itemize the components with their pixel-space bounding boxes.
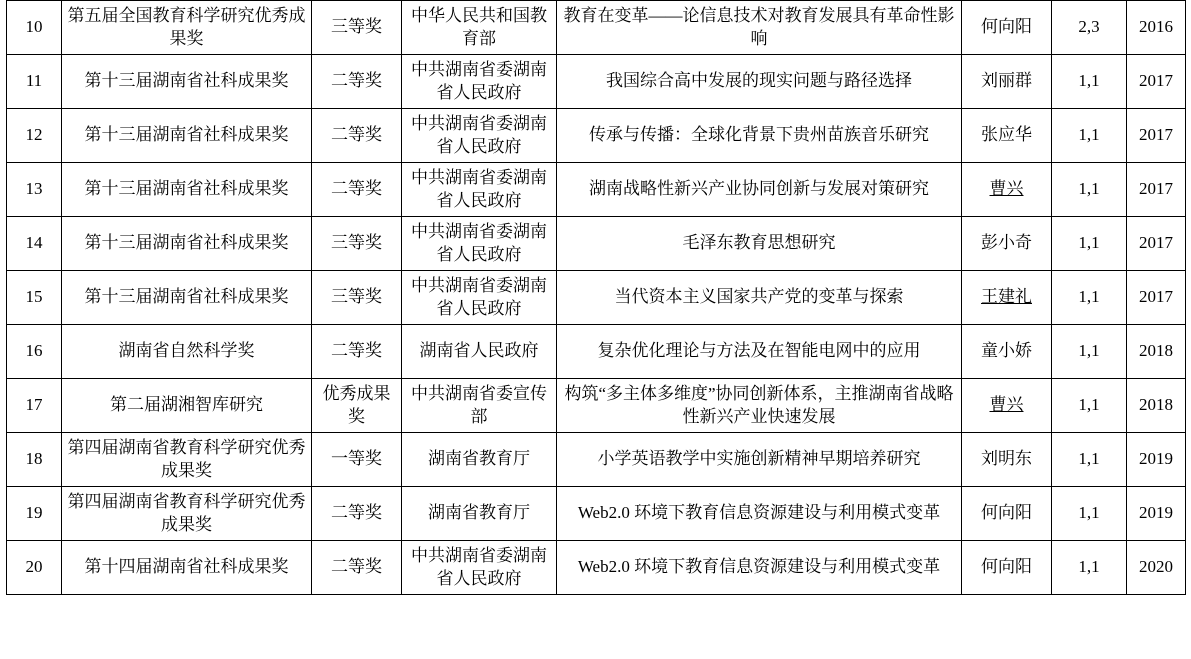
cell-year: 2017 [1127,271,1186,325]
cell-recipient: 何向阳 [962,1,1052,55]
cell-award-name: 第十三届湖南省社科成果奖 [62,163,312,217]
cell-organization: 中共湖南省委湖南省人民政府 [402,55,557,109]
cell-achievement-title: 毛泽东教育思想研究 [557,217,962,271]
cell-level: 一等奖 [312,433,402,487]
cell-index: 10 [7,1,62,55]
cell-rank: 1,1 [1052,217,1127,271]
cell-level: 二等奖 [312,325,402,379]
table-row [7,55,1186,109]
cell-award-name: 第五届全国教育科学研究优秀成果奖 [62,1,312,55]
table-row [7,163,1186,217]
cell-award-name: 第十四届湖南省社科成果奖 [62,541,312,595]
cell-year: 2018 [1127,379,1186,433]
cell-level: 二等奖 [312,109,402,163]
cell-index: 12 [7,109,62,163]
cell-organization: 湖南省教育厅 [402,433,557,487]
cell-rank: 1,1 [1052,271,1127,325]
cell-recipient: 曹兴 [962,163,1052,217]
cell-index: 18 [7,433,62,487]
cell-rank: 1,1 [1052,541,1127,595]
cell-achievement-title: 湖南战略性新兴产业协同创新与发展对策研究 [557,163,962,217]
cell-year: 2019 [1127,433,1186,487]
table-row [7,433,1186,487]
cell-achievement-title: 教育在变革——论信息技术对教育发展具有革命性影响 [557,1,962,55]
cell-rank: 1,1 [1052,55,1127,109]
cell-recipient: 何向阳 [962,541,1052,595]
cell-index: 15 [7,271,62,325]
cell-level: 二等奖 [312,55,402,109]
cell-level: 三等奖 [312,271,402,325]
cell-rank: 1,1 [1052,109,1127,163]
table-row [7,379,1186,433]
cell-rank: 2,3 [1052,1,1127,55]
cell-index: 16 [7,325,62,379]
cell-year: 2017 [1127,109,1186,163]
cell-recipient: 刘丽群 [962,55,1052,109]
cell-year: 2020 [1127,541,1186,595]
cell-award-name: 第十三届湖南省社科成果奖 [62,109,312,163]
table-row [7,1,1186,55]
cell-year: 2016 [1127,1,1186,55]
cell-level: 二等奖 [312,541,402,595]
cell-award-name: 湖南省自然科学奖 [62,325,312,379]
cell-recipient: 刘明东 [962,433,1052,487]
cell-organization: 中共湖南省委宣传部 [402,379,557,433]
cell-achievement-title: Web2.0 环境下教育信息资源建设与利用模式变革 [557,487,962,541]
cell-year: 2017 [1127,163,1186,217]
cell-index: 19 [7,487,62,541]
cell-award-name: 第四届湖南省教育科学研究优秀成果奖 [62,487,312,541]
cell-award-name: 第十三届湖南省社科成果奖 [62,271,312,325]
cell-year: 2017 [1127,55,1186,109]
cell-achievement-title: 构筑“多主体多维度”协同创新体系，主推湖南省战略性新兴产业快速发展 [557,379,962,433]
cell-award-name: 第十三届湖南省社科成果奖 [62,55,312,109]
cell-index: 14 [7,217,62,271]
cell-award-name: 第十三届湖南省社科成果奖 [62,217,312,271]
cell-achievement-title: 当代资本主义国家共产党的变革与探索 [557,271,962,325]
cell-recipient: 张应华 [962,109,1052,163]
cell-rank: 1,1 [1052,487,1127,541]
cell-year: 2017 [1127,217,1186,271]
cell-index: 17 [7,379,62,433]
cell-rank: 1,1 [1052,433,1127,487]
table-row [7,541,1186,595]
cell-level: 三等奖 [312,1,402,55]
cell-organization: 中共湖南省委湖南省人民政府 [402,217,557,271]
cell-level: 二等奖 [312,163,402,217]
cell-achievement-title: 小学英语教学中实施创新精神早期培养研究 [557,433,962,487]
table-row [7,487,1186,541]
award-records-table [6,0,1186,595]
cell-index: 13 [7,163,62,217]
table-row [7,325,1186,379]
cell-index: 11 [7,55,62,109]
table-row [7,109,1186,163]
cell-recipient: 童小娇 [962,325,1052,379]
cell-organization: 中共湖南省委湖南省人民政府 [402,271,557,325]
cell-achievement-title: 传承与传播：全球化背景下贵州苗族音乐研究 [557,109,962,163]
cell-year: 2019 [1127,487,1186,541]
cell-organization: 中共湖南省委湖南省人民政府 [402,163,557,217]
cell-rank: 1,1 [1052,379,1127,433]
cell-recipient: 曹兴 [962,379,1052,433]
cell-level: 优秀成果奖 [312,379,402,433]
cell-level: 三等奖 [312,217,402,271]
cell-year: 2018 [1127,325,1186,379]
table-body [7,1,1186,595]
cell-achievement-title: 复杂优化理论与方法及在智能电网中的应用 [557,325,962,379]
cell-rank: 1,1 [1052,163,1127,217]
cell-recipient: 王建礼 [962,271,1052,325]
cell-award-name: 第二届湖湘智库研究 [62,379,312,433]
table-row [7,217,1186,271]
cell-organization: 湖南省人民政府 [402,325,557,379]
cell-award-name: 第四届湖南省教育科学研究优秀成果奖 [62,433,312,487]
cell-recipient: 何向阳 [962,487,1052,541]
cell-organization: 中华人民共和国教育部 [402,1,557,55]
cell-organization: 湖南省教育厅 [402,487,557,541]
cell-rank: 1,1 [1052,325,1127,379]
cell-index: 20 [7,541,62,595]
cell-achievement-title: Web2.0 环境下教育信息资源建设与利用模式变革 [557,541,962,595]
table-row [7,271,1186,325]
cell-organization: 中共湖南省委湖南省人民政府 [402,541,557,595]
cell-level: 二等奖 [312,487,402,541]
cell-achievement-title: 我国综合高中发展的现实问题与路径选择 [557,55,962,109]
cell-organization: 中共湖南省委湖南省人民政府 [402,109,557,163]
cell-recipient: 彭小奇 [962,217,1052,271]
